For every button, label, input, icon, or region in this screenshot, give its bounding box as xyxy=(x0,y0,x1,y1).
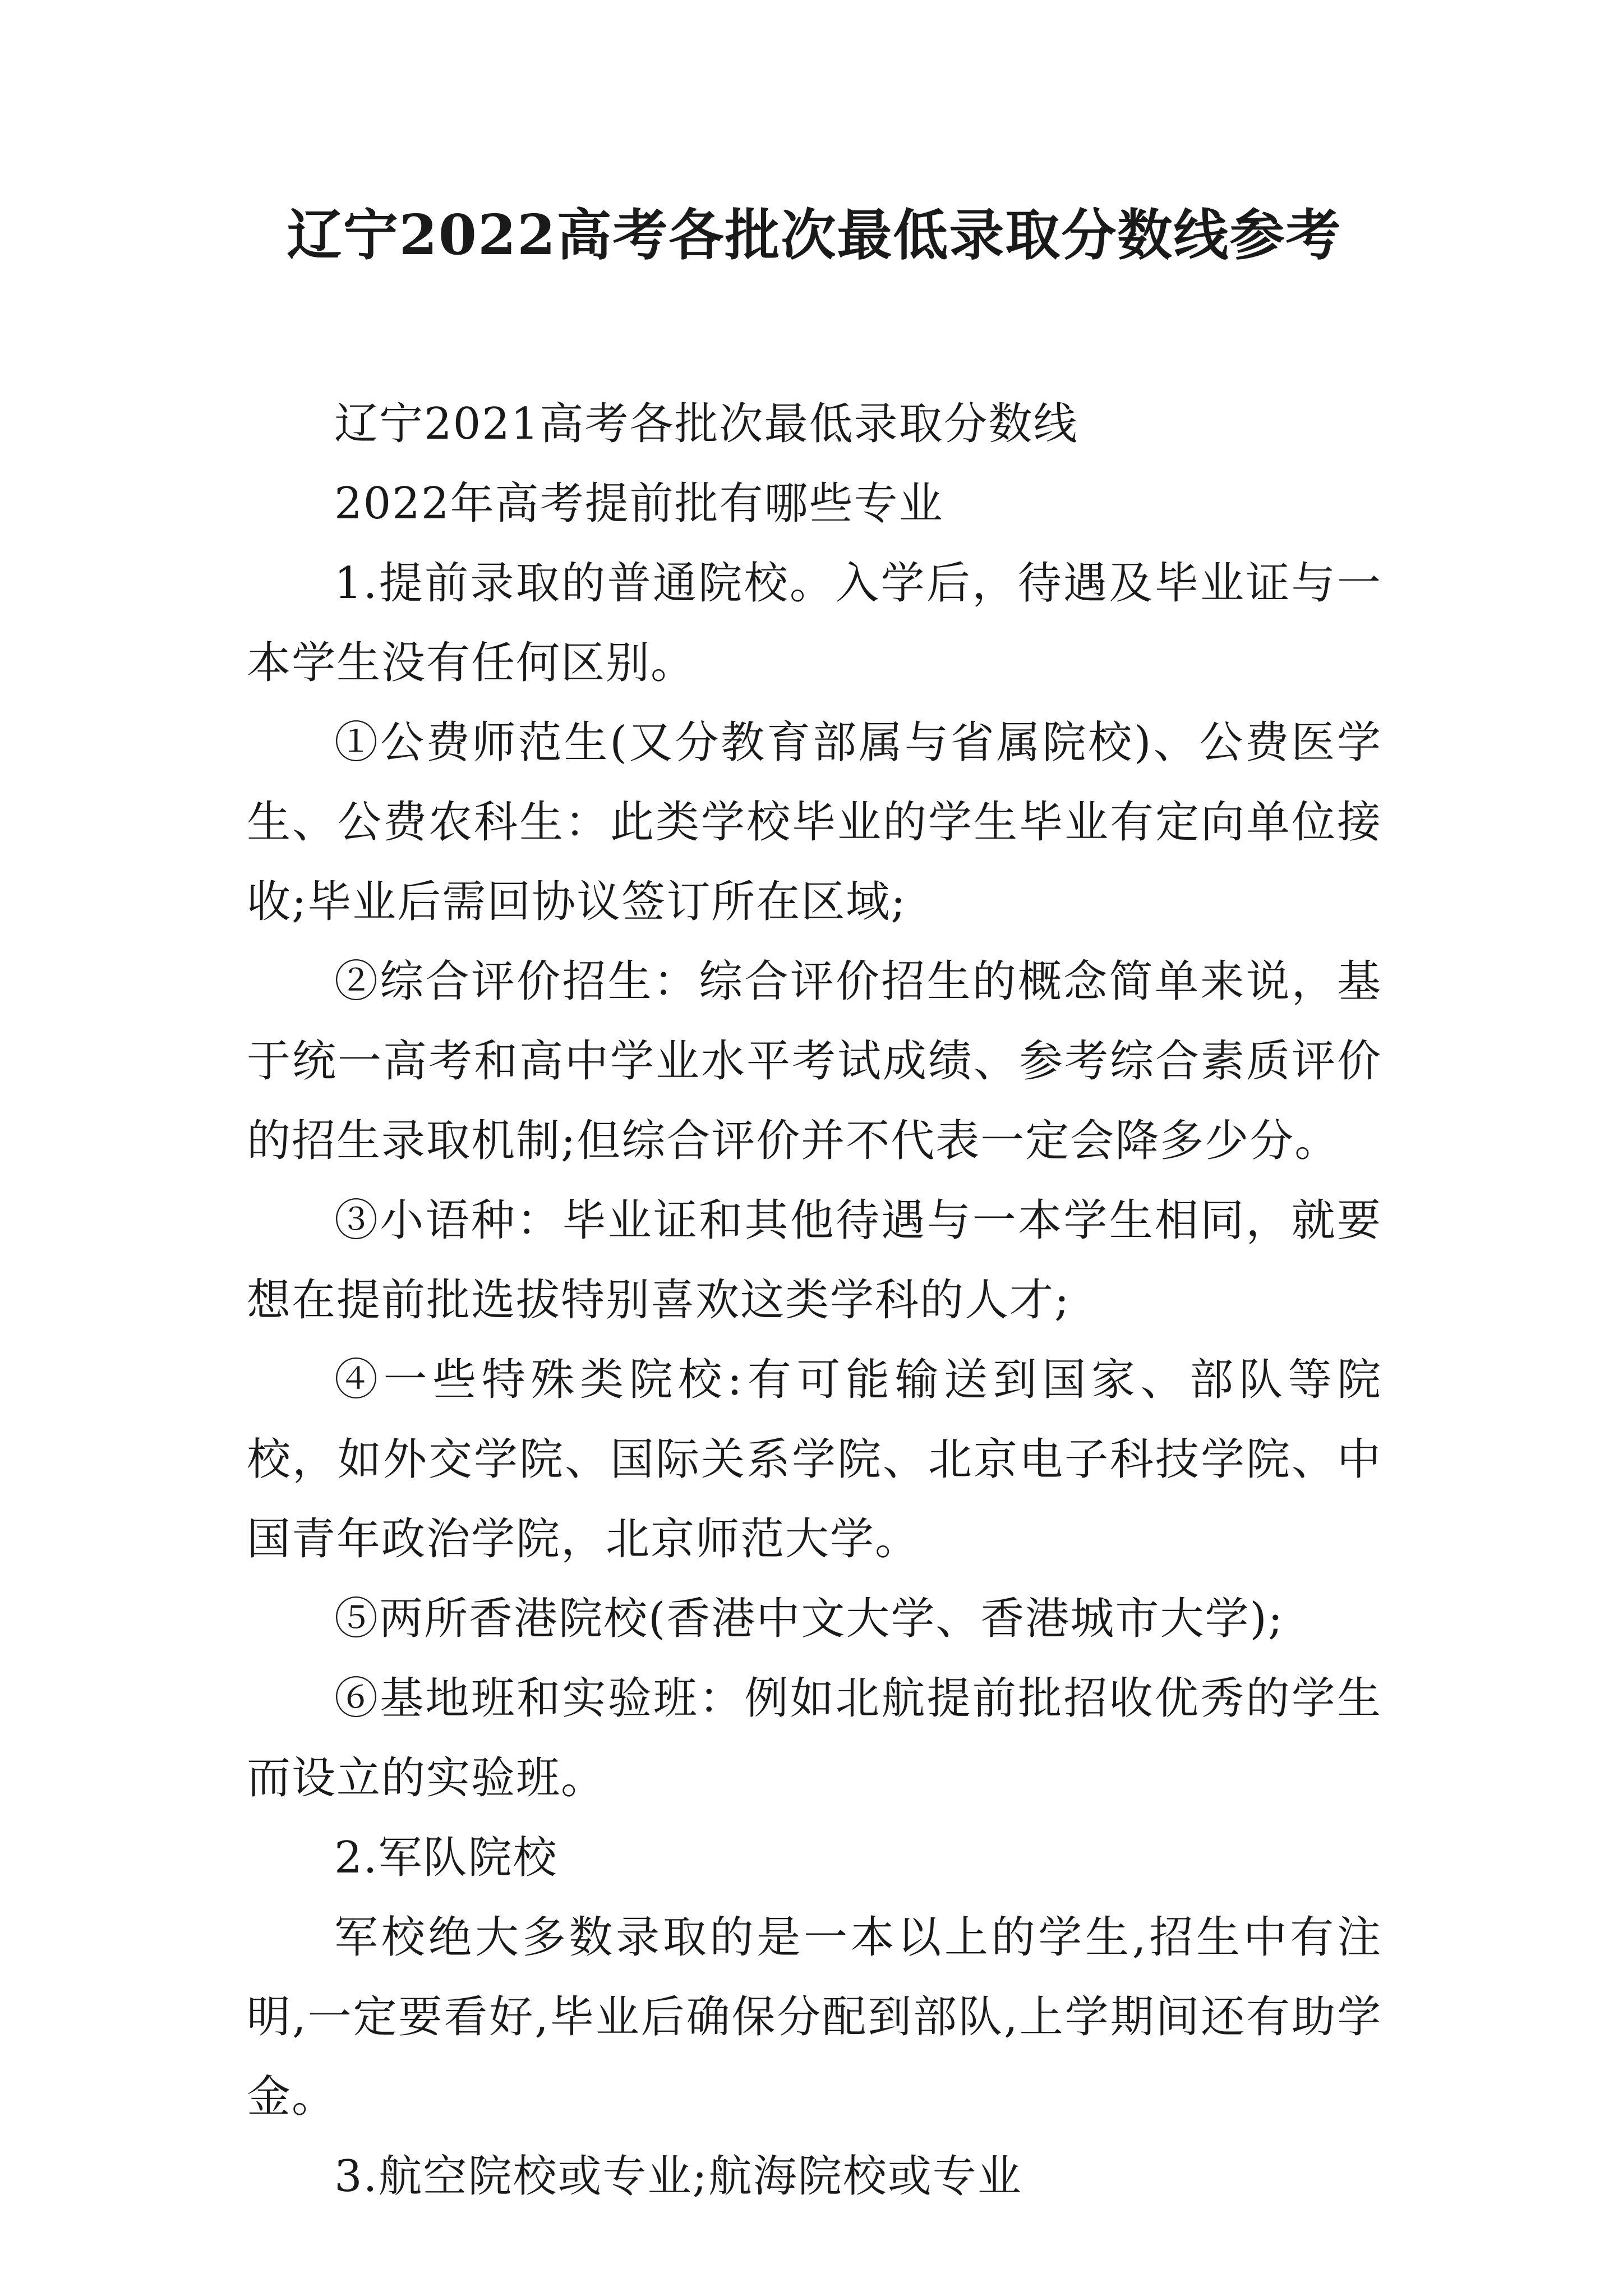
paragraph-4: ①公费师范生(又分教育部属与省属院校)、公费医学生、公费农科生：此类学校毕业的学生毕业有定向单位接收;毕业后需回协议签订所在区域; xyxy=(247,717,1382,927)
paragraph-6: ③小语种：毕业证和其他待遇与一本学生相同，就要想在提前批选拔特别喜欢这类学科的人才; xyxy=(247,1195,1382,1326)
paragraph-2: 2022年高考提前批有哪些专业 xyxy=(334,478,944,529)
paragraph-8: ⑤两所香港院校(香港中文大学、香港城市大学); xyxy=(334,1594,1284,1644)
paragraph-3: 1.提前录取的普通院校。入学后，待遇及毕业证与一本学生没有任何区别。 xyxy=(247,558,1382,688)
paragraph-11: 军校绝大多数录取的是一本以上的学生,招生中有注明,一定要看好,毕业后确保分配到部队,上学期间还有助学金。 xyxy=(247,1912,1382,2122)
document-body xyxy=(247,384,1382,2216)
paragraph-10: 2.军队院校 xyxy=(334,1833,558,1883)
paragraph-7: ④一些特殊类院校:有可能输送到国家、部队等院校，如外交学院、国际关系学院、北京电子科技学院、中国青年政治学院，北京师范大学。 xyxy=(247,1355,1382,1565)
paragraph-12: 3.航空院校或专业;航海院校或专业 xyxy=(334,2151,1022,2202)
document-title: 辽宁2022高考各批次最低录取分数线参考 xyxy=(287,203,1342,268)
paragraph-1: 辽宁2021高考各批次最低录取分数线 xyxy=(334,399,1078,449)
paragraph-9: ⑥基地班和实验班：例如北航提前批招收优秀的学生而设立的实验班。 xyxy=(247,1673,1382,1803)
paragraph-5: ②综合评价招生：综合评价招生的概念简单来说，基于统一高考和高中学业水平考试成绩、参考综合素质评价的招生录取机制;但综合评价并不代表一定会降多少分。 xyxy=(247,956,1382,1166)
